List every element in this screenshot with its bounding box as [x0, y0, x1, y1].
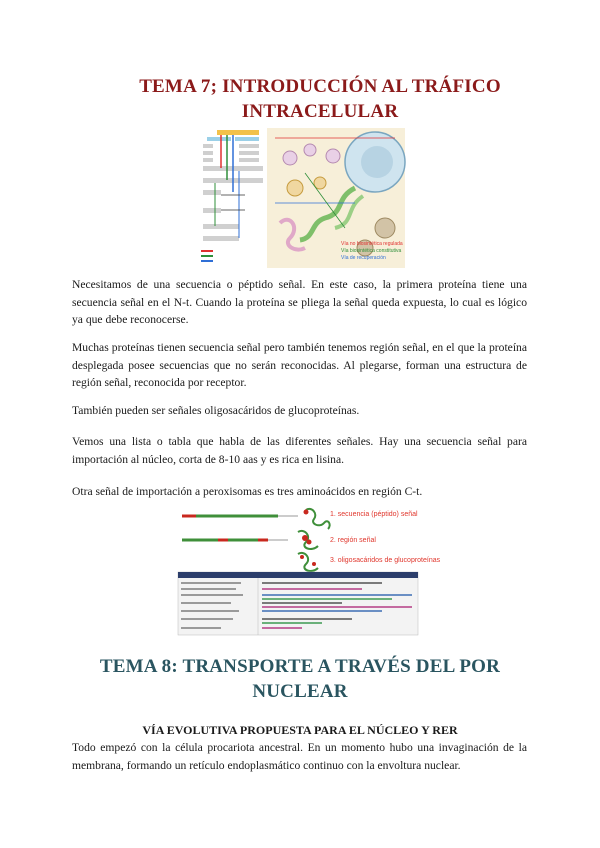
figure-label-2: 2. región señal [330, 537, 376, 544]
legend-recovery: Vía de recuperación [341, 255, 386, 261]
paragraph-peroxisome-signal: Otra señal de importación a peroxisomas es tres aminoácidos en región C-t. [72, 485, 423, 498]
section-8-title: TEMA 8: TRANSPORTE A TRAVÉS DEL POR NUCLEAR [99, 656, 501, 702]
legend-constitutive: Vía biosintética constitutiva [341, 248, 402, 254]
paragraph-oligosaccharides: También pueden ser señales oligosacáridos de glucoproteínas. [72, 404, 360, 417]
signal-sequences-table [178, 572, 418, 635]
paragraph-signal-region: Muchas proteínas tienen secuencia señal pero también tenemos región señal, en el que la proteína desplegada posee secuencias que no serán reconocidas. Al plegarse, forman una estructura de región señal, reconocida por receptor. [72, 341, 527, 389]
section-7-title: TEMA 7; INTRODUCCIÓN AL TRÁFICO INTRACELULAR [139, 76, 501, 122]
cell-illustration [267, 128, 405, 268]
legend-regulated: Vía no biosintética regulada [341, 241, 403, 247]
paragraph-signal-peptide: Necesitamos de una secuencia o péptido señal. En este caso, la primera proteína tiene una secuencia señal en el N-t. Cuando la proteína se pliega la señal queda expuesta, lo cual es lógico ya que debe reconocerse. [72, 278, 527, 326]
intracellular-traffic-figure [195, 128, 405, 268]
figure-label-1: 1. secuencia (péptido) señal [330, 511, 418, 518]
paragraph-evolutionary-pathway: Todo empezó con la célula procariota ancestral. En un momento hubo una invaginación de la membrana, formando un retículo endoplasmático continuo con la envoltura nuclear. [72, 741, 527, 772]
signal-types-figure [178, 502, 441, 635]
figure-label-3: 3. oligosacáridos de glucoproteínas [330, 557, 441, 564]
paragraph-signal-table: Vemos una lista o tabla que habla de las diferentes señales. Hay una secuencia señal para importación al núcleo, corta de 8-10 aas y es rica en lisina. [72, 435, 527, 466]
section-8-subheading: VÍA EVOLUTIVA PROPUESTA PARA EL NÚCLEO Y RER [142, 723, 458, 737]
